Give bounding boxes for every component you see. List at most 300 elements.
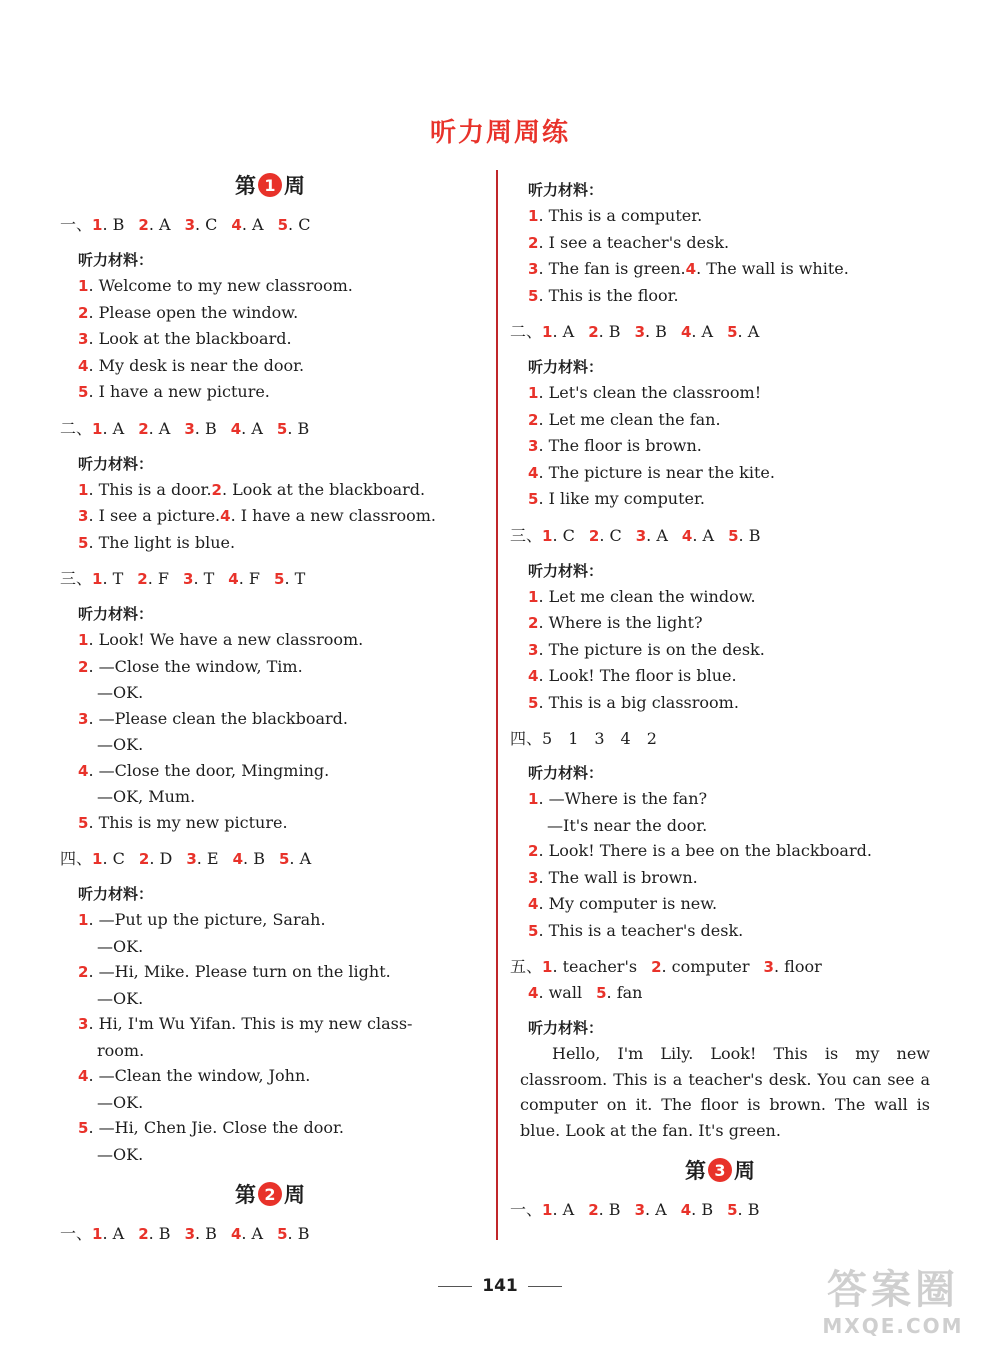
dot: . (538, 666, 549, 685)
line-number: 1 (78, 631, 89, 649)
question-number: 1 (542, 958, 553, 976)
answer-value: B (204, 418, 217, 438)
answer-value: A (656, 525, 668, 545)
dot: . (196, 849, 207, 868)
script-line (60, 530, 480, 557)
question-number: 5 (277, 1225, 288, 1243)
script-line (510, 433, 930, 460)
line-text: Welcome to my new classroom. (98, 276, 353, 295)
answer-row (510, 523, 930, 549)
dot: . (538, 285, 549, 305)
script-line (510, 838, 930, 865)
question-number: 1 (92, 1225, 103, 1243)
section-number: 五、 (510, 957, 543, 976)
script-line (60, 300, 480, 327)
dot: . (88, 1118, 99, 1137)
materials-heading: 听力材料： (528, 358, 604, 376)
script-line (60, 1063, 480, 1090)
answer-value: A (159, 215, 171, 234)
answer-value: B (608, 322, 621, 341)
script-line (510, 637, 930, 664)
answer-row (510, 1197, 930, 1223)
dot: . (243, 849, 254, 868)
question-number: 4 (230, 1225, 242, 1243)
footer-dash-right (528, 1286, 562, 1287)
line-number: 4 (528, 895, 539, 913)
question-number: 4 (232, 850, 244, 868)
week-prefix: 第 (235, 1183, 256, 1207)
materials-heading: 听力材料： (78, 454, 154, 473)
line-number: 1 (78, 480, 89, 499)
answer-value: B (748, 525, 761, 545)
line-number: 2 (528, 842, 539, 860)
watermark-text: 答案圈 (827, 1267, 959, 1313)
materials-heading: 听力材料： (78, 605, 154, 623)
dot: . (221, 479, 233, 499)
dot: . (147, 569, 158, 588)
question-number: 3 (184, 1225, 195, 1243)
answer-value: B (297, 418, 310, 438)
materials-heading: 听力材料： (78, 251, 154, 269)
dot: . (538, 983, 549, 1002)
dot: . (538, 259, 549, 278)
script-line (510, 407, 930, 434)
line-text: The picture is near the kite. (548, 462, 775, 482)
answer-value: D (159, 849, 173, 868)
question-number: 2 (588, 1201, 599, 1219)
section-number: 一、 (60, 1224, 93, 1243)
dot: . (148, 418, 159, 438)
dot: . (88, 910, 99, 929)
line-text: I have a new picture. (98, 382, 270, 401)
question-number: 4 (230, 419, 242, 438)
script-line (510, 256, 930, 283)
answer-value: A (562, 322, 575, 341)
question-number: 3 (635, 526, 647, 545)
dot: . (737, 1200, 748, 1219)
script-line (60, 627, 480, 654)
week-prefix: 第 (235, 174, 256, 198)
question-number: 3 (634, 1201, 645, 1219)
answer-value: C (298, 215, 311, 234)
answer-value: F (248, 569, 261, 588)
question-number: 3 (183, 570, 194, 588)
dot: . (538, 894, 549, 913)
section-number: 二、 (60, 418, 93, 438)
question-number: 2 (588, 323, 599, 341)
dot: . (241, 215, 253, 234)
script-line-continued: —OK. (97, 936, 144, 956)
materials-heading: 听力材料： (528, 764, 604, 782)
dot: . (552, 957, 563, 976)
script-paragraph: Hello, I'm Lily. Look! This is my new classroom. This is a teacher's desk. You can see a computer on it. The floor is brown. The wall is blue. Look at the fan. It's green. (520, 1044, 930, 1140)
line-number: 3 (528, 640, 539, 659)
question-number: 3 (634, 323, 645, 341)
script-line (60, 326, 480, 353)
line-number: 1 (528, 207, 539, 225)
dot: . (696, 259, 707, 278)
script-line (510, 486, 930, 513)
answer-value: computer (671, 957, 750, 976)
line-text: —Hi, Mike. Please turn on the light. (98, 962, 391, 981)
answer-value: B (158, 1224, 171, 1243)
dot: . (737, 322, 748, 341)
line-number: 2 (78, 657, 89, 676)
line-text: This is a computer. (548, 206, 703, 225)
line-text: This is a big classroom. (548, 692, 739, 712)
left-column (60, 168, 480, 1247)
answer-value: A (112, 1224, 125, 1243)
question-number: 1 (542, 1201, 553, 1219)
line-number: 5 (528, 921, 539, 940)
answer-value: B (701, 1200, 714, 1219)
question-number: 5 (274, 570, 285, 588)
question-number: 2 (588, 526, 600, 545)
line-text: Look! There is a bee on the blackboard. (548, 841, 872, 860)
answer-value: A (701, 322, 714, 341)
dot: . (148, 1224, 159, 1243)
script-line-continued: —OK, Mum. (97, 787, 196, 806)
dot: . (538, 409, 549, 429)
answer-value: B (112, 215, 125, 234)
script-line (510, 380, 930, 407)
dot: . (288, 215, 299, 234)
dot: . (773, 957, 785, 976)
dot: . (194, 418, 205, 438)
line-text: The floor is brown. (548, 436, 702, 455)
answer-value: fan (616, 983, 643, 1002)
answer-row (60, 566, 480, 592)
line-number: 3 (78, 507, 89, 525)
line-number: 5 (528, 286, 539, 305)
dot: . (102, 215, 113, 234)
question-number: 1 (92, 216, 103, 234)
question-number: 2 (137, 570, 148, 588)
line-number: 2 (528, 233, 539, 252)
script-line (510, 230, 930, 257)
line-number: 4 (220, 507, 231, 525)
dot: . (88, 382, 99, 401)
script-line (510, 584, 930, 611)
section-number: 三、 (60, 569, 93, 588)
line-number: 4 (685, 260, 697, 278)
answer-value: A (655, 1200, 667, 1219)
question-number: 5 (277, 216, 289, 234)
script-line (510, 786, 930, 813)
line-number: 5 (78, 383, 89, 401)
script-line-continued: —It's near the door. (547, 815, 708, 835)
line-number: 5 (528, 693, 539, 712)
script-line (510, 203, 930, 230)
answer-value: A (112, 418, 125, 438)
answer-value: A (252, 215, 264, 234)
dot: . (88, 1014, 99, 1033)
watermark-logo (798, 1266, 988, 1352)
dot: . (598, 1200, 609, 1219)
line-text: Where is the light? (548, 613, 703, 632)
line-number: 2 (528, 410, 539, 429)
dot: . (230, 506, 241, 525)
line-number: 1 (528, 384, 539, 402)
line-number: 3 (78, 709, 89, 728)
answer-value: B (608, 1200, 621, 1219)
answer-value: C (609, 525, 622, 545)
line-number: 3 (528, 868, 539, 887)
dot: . (538, 436, 549, 455)
dot: . (691, 322, 702, 341)
dot: . (195, 215, 206, 234)
dot: . (538, 692, 549, 712)
answer-value: A (747, 322, 760, 341)
question-number: 3 (186, 850, 197, 868)
line-text: This is a teacher's desk. (548, 920, 744, 940)
week-number-badge: 1 (258, 173, 282, 197)
line-text: Look at the blackboard. (98, 329, 292, 348)
dot: . (598, 322, 609, 341)
line-number: 2 (78, 963, 89, 981)
week-number-badge: 3 (708, 1158, 732, 1182)
dot: . (692, 525, 703, 545)
answer-row (510, 954, 930, 980)
line-number: 4 (528, 463, 539, 482)
dot: . (88, 479, 99, 499)
line-text: —Close the window, Tim. (98, 656, 303, 676)
dot: . (284, 569, 295, 588)
dot: . (241, 1224, 252, 1243)
dot: . (193, 569, 204, 588)
section-number: 一、 (510, 1200, 543, 1219)
script-line-continued: —OK. (97, 683, 144, 702)
answer-value: floor (784, 957, 822, 976)
answer-value: A (251, 1224, 264, 1243)
week-suffix: 周 (284, 174, 305, 198)
line-number: 2 (78, 303, 89, 322)
dot: . (102, 418, 113, 438)
line-number: 2 (528, 614, 539, 632)
line-number: 3 (528, 437, 539, 455)
column-divider (496, 170, 498, 1240)
week-suffix: 周 (284, 1183, 305, 1207)
line-text: This is the floor. (548, 285, 679, 305)
question-number: 2 (651, 958, 662, 976)
question-number: 1 (542, 323, 553, 341)
answer-value: F (157, 569, 170, 588)
script-line (510, 460, 930, 487)
line-number: 1 (528, 790, 539, 808)
line-text: I see a teacher's desk. (548, 232, 730, 252)
materials-heading: 听力材料： (528, 561, 604, 580)
script-line-continued: —OK. (97, 1092, 144, 1112)
line-text: I see a picture. (98, 506, 221, 525)
answer-value: B (253, 849, 265, 868)
dot: . (738, 525, 749, 545)
dot: . (606, 983, 617, 1002)
line-number: 3 (78, 1015, 89, 1033)
script-line (510, 283, 930, 310)
line-text: Let me clean the window. (548, 586, 756, 606)
section-number: 一、 (60, 215, 93, 234)
script-line (60, 810, 480, 837)
line-text: I like my computer. (548, 489, 705, 508)
question-number: 4 (528, 984, 539, 1002)
question-number: 3 (184, 419, 195, 438)
line-text: I have a new classroom. (240, 506, 436, 525)
question-number: 1 (542, 526, 553, 545)
dot: . (195, 1224, 206, 1243)
week-heading (60, 168, 480, 202)
week-prefix: 第 (685, 1159, 706, 1183)
line-text: Hi, I'm Wu Yifan. This is my new class- (98, 1014, 413, 1033)
dot: . (538, 613, 549, 632)
dot: . (102, 569, 113, 588)
script-line (60, 706, 480, 733)
question-number: 5 (727, 1201, 738, 1219)
script-line (60, 907, 480, 934)
question-number: 4 (228, 570, 239, 588)
dot: . (88, 355, 99, 375)
dot: . (538, 586, 549, 606)
answer-value: T (112, 569, 124, 588)
week-number-badge: 2 (258, 1182, 282, 1206)
line-text: The wall is white. (706, 259, 849, 278)
dot: . (538, 867, 549, 887)
dot: . (241, 418, 252, 438)
script-line (60, 1011, 480, 1038)
script-line (510, 690, 930, 717)
question-number: 1 (92, 850, 103, 868)
dot: . (88, 812, 99, 832)
line-number: 1 (78, 277, 89, 295)
question-number: 2 (138, 419, 149, 438)
line-text: This is a door. (98, 479, 212, 499)
dot: . (238, 569, 249, 588)
dot: . (645, 322, 656, 341)
dot: . (538, 920, 549, 940)
dot: . (88, 276, 99, 295)
script-line (510, 663, 930, 690)
answer-value: teacher's (562, 957, 638, 976)
line-text: Please open the window. (98, 302, 299, 322)
line-number: 4 (528, 667, 539, 685)
question-number: 5 (728, 526, 739, 545)
answer-value: C (205, 215, 218, 234)
line-text: —Hi, Chen Jie. Close the door. (98, 1118, 344, 1137)
answer-value: A (251, 418, 263, 438)
line-number: 4 (78, 761, 89, 780)
dot: . (287, 418, 298, 438)
line-text: —Put up the picture, Sarah. (98, 910, 326, 929)
script-line-continued: —OK. (97, 1144, 144, 1164)
dot: . (88, 708, 99, 728)
script-line (60, 959, 480, 986)
page-title: 听力周周练 (429, 118, 570, 148)
script-line (60, 654, 480, 681)
script-line (60, 758, 480, 785)
dot: . (552, 322, 563, 341)
dot: . (552, 1200, 563, 1219)
question-number: 4 (680, 1201, 692, 1219)
dot: . (148, 215, 159, 234)
answer-row (60, 846, 480, 872)
question-number: 5 (727, 323, 738, 341)
answer-value: A (562, 1200, 575, 1219)
dot: . (538, 841, 549, 860)
question-number: 1 (92, 419, 103, 438)
line-text: Look! The floor is blue. (548, 666, 737, 685)
line-text: —Clean the window, John. (98, 1066, 311, 1085)
line-number: 3 (78, 330, 89, 348)
line-text: The light is blue. (98, 532, 236, 552)
line-text: The picture is on the desk. (548, 639, 765, 659)
question-number: 5 (276, 419, 288, 438)
script-line (60, 477, 480, 504)
answer-value: A (299, 849, 312, 868)
answer-value: E (206, 849, 219, 868)
answer-row (510, 726, 930, 751)
line-text: Let's clean the classroom! (548, 383, 762, 402)
line-number: 4 (78, 356, 89, 375)
dot: . (289, 849, 300, 868)
question-number: 2 (138, 216, 149, 234)
week-heading (510, 1153, 930, 1187)
answer-row (510, 980, 930, 1006)
question-number: 1 (92, 570, 103, 588)
answer-value: B (655, 322, 667, 341)
script-line (60, 273, 480, 300)
materials-heading: 听力材料： (528, 181, 604, 199)
line-text: Look at the blackboard. (232, 479, 426, 499)
answer-row (510, 319, 930, 345)
line-text: This is my new picture. (98, 812, 288, 832)
dot: . (599, 525, 610, 545)
line-number: 5 (528, 490, 539, 508)
script-line (510, 865, 930, 892)
dot: . (538, 639, 549, 659)
dot: . (691, 1200, 702, 1219)
question-number: 4 (681, 526, 693, 545)
line-number: 5 (78, 813, 89, 832)
script-line (60, 379, 480, 406)
line-text: Look! We have a new classroom. (98, 630, 364, 649)
right-column (510, 168, 930, 1223)
line-number: 5 (78, 533, 89, 552)
dot: . (661, 957, 672, 976)
section-number: 三、 (510, 525, 543, 545)
section-number: 四、 (60, 849, 93, 868)
script-line-continued: —OK. (97, 988, 144, 1008)
dot: . (88, 760, 99, 780)
answer-sequence: 5 1 3 4 2 (542, 729, 657, 748)
question-number: 2 (138, 850, 150, 868)
dot: . (88, 630, 99, 649)
dot: . (538, 232, 549, 252)
dot: . (88, 656, 99, 676)
dot: . (287, 1224, 298, 1243)
page-number: 141 (482, 1276, 518, 1296)
line-text: My desk is near the door. (98, 355, 305, 375)
dot: . (538, 789, 549, 808)
script-line (60, 353, 480, 380)
dot: . (88, 962, 99, 981)
script-line (510, 918, 930, 945)
dot: . (88, 532, 99, 552)
question-number: 4 (680, 323, 692, 341)
answer-value: C (112, 849, 125, 868)
line-text: —Please clean the blackboard. (98, 708, 348, 728)
dot: . (88, 506, 99, 525)
line-text: The fan is green. (548, 259, 686, 278)
answer-value: wall (548, 983, 583, 1002)
